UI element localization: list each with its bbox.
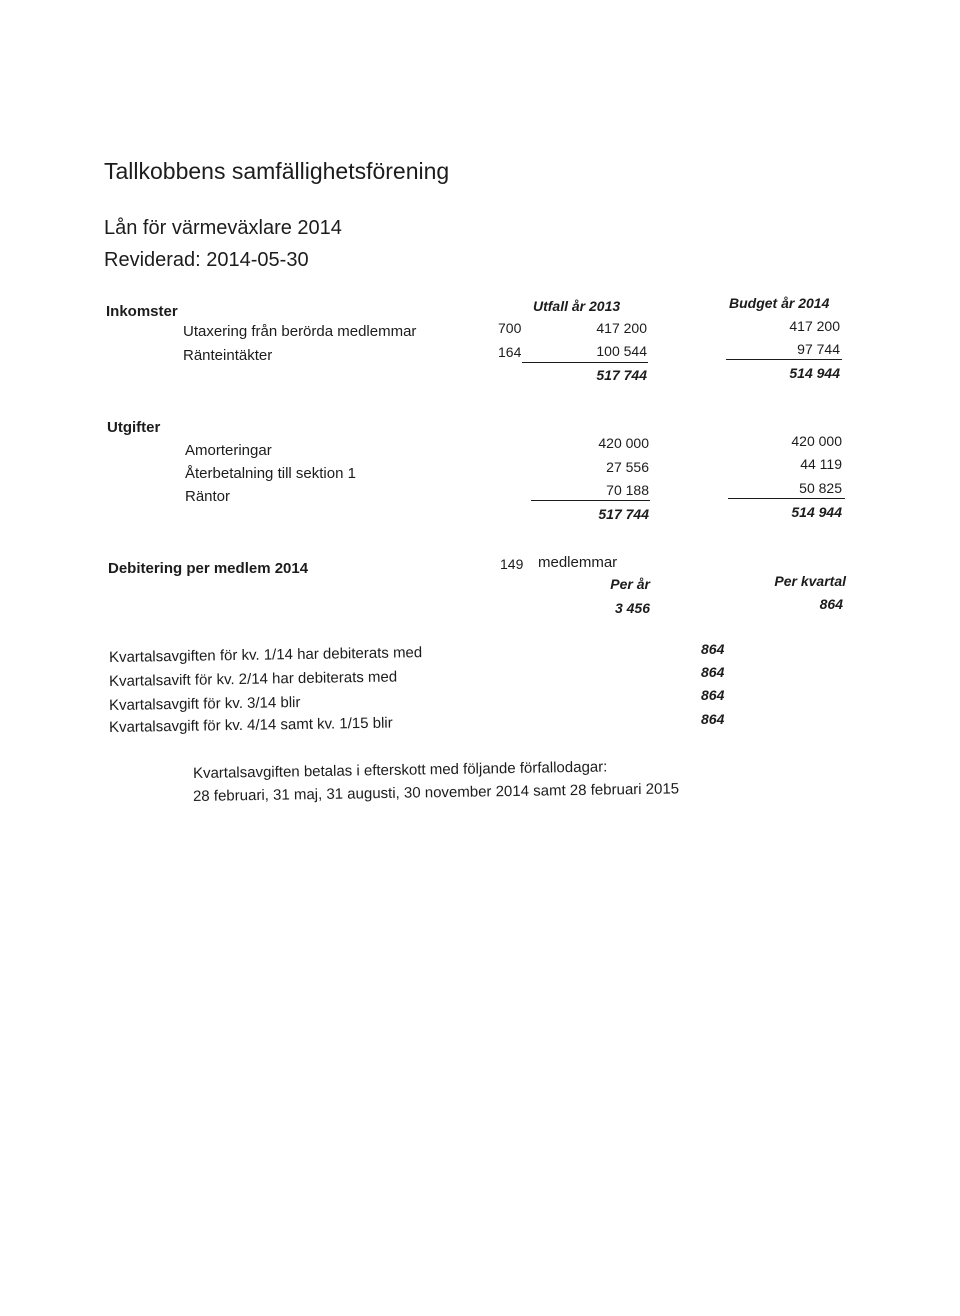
per-year-value: 3 456 <box>614 600 650 616</box>
quarter-fee-label: Kvartalsavift för kv. 2/14 har debiterats med <box>108 668 398 690</box>
income-row-outcome: 100 544 <box>596 343 647 359</box>
quarter-fee-value: 864 <box>701 664 725 680</box>
expense-total-outcome: 517 744 <box>598 506 649 522</box>
payment-note: Kvartalsavgiften betalas i efterskott med följande förfallodagar: <box>192 758 608 782</box>
income-total-outcome: 517 744 <box>596 367 647 383</box>
income-budget-sum-line <box>726 359 842 360</box>
expense-row-outcome: 70 188 <box>606 482 649 498</box>
quarter-fee-label: Kvartalsavgift för kv. 4/14 samt kv. 1/15 blir <box>108 714 393 736</box>
expense-outcome-sum-line <box>531 500 650 501</box>
budget-column-header: Budget år 2014 <box>729 295 830 311</box>
expense-row-budget: 44 119 <box>800 456 842 472</box>
expenses-heading: Utgifter <box>107 419 161 436</box>
income-row-budget: 417 200 <box>789 318 840 334</box>
income-total-budget: 514 944 <box>789 365 840 381</box>
org-title: Tallkobbens samfällighetsförening <box>104 158 450 184</box>
expense-row-outcome: 420 000 <box>598 435 649 451</box>
revised-date: Reviderad: 2014-05-30 <box>104 249 309 271</box>
quarter-fee-value: 864 <box>701 641 725 657</box>
quarter-fee-label: Kvartalsavgift för kv. 3/14 blir <box>108 693 301 714</box>
income-row-outcome: 417 200 <box>596 320 647 336</box>
payment-dates: 28 februari, 31 maj, 31 augusti, 30 november 2014 samt 28 februari 2015 <box>192 780 680 805</box>
per-year-label: Per år <box>610 576 650 592</box>
members-label: medlemmar <box>538 554 618 571</box>
per-quarter-value: 864 <box>819 596 843 612</box>
expense-row-label: Amorteringar <box>185 442 272 459</box>
debit-heading: Debitering per medlem 2014 <box>108 560 309 577</box>
income-row-label: Ränteintäkter <box>183 347 273 364</box>
quarter-fee-value: 864 <box>701 711 725 727</box>
expense-row-outcome: 27 556 <box>606 459 649 475</box>
income-row-note: 164 <box>498 344 522 360</box>
income-heading: Inkomster <box>106 303 178 320</box>
expense-total-budget: 514 944 <box>791 504 842 520</box>
expense-row-budget: 420 000 <box>791 433 842 449</box>
outcome-column-header: Utfall år 2013 <box>533 298 621 314</box>
loan-title: Lån för värmeväxlare 2014 <box>104 217 342 239</box>
expense-budget-sum-line <box>728 498 845 499</box>
expense-row-budget: 50 825 <box>799 480 842 496</box>
expense-row-label: Räntor <box>185 488 231 505</box>
members-count: 149 <box>500 556 524 572</box>
income-row-label: Utaxering från berörda medlemmar <box>183 323 417 340</box>
income-row-note: 700 <box>498 320 522 336</box>
income-outcome-sum-line <box>522 362 648 363</box>
quarter-fee-label: Kvartalsavgiften för kv. 1/14 har debiterats med <box>108 644 423 666</box>
expense-row-label: Återbetalning till sektion 1 <box>185 465 356 482</box>
per-quarter-label: Per kvartal <box>774 573 846 589</box>
income-row-budget: 97 744 <box>797 341 840 357</box>
quarter-fee-value: 864 <box>701 687 725 703</box>
